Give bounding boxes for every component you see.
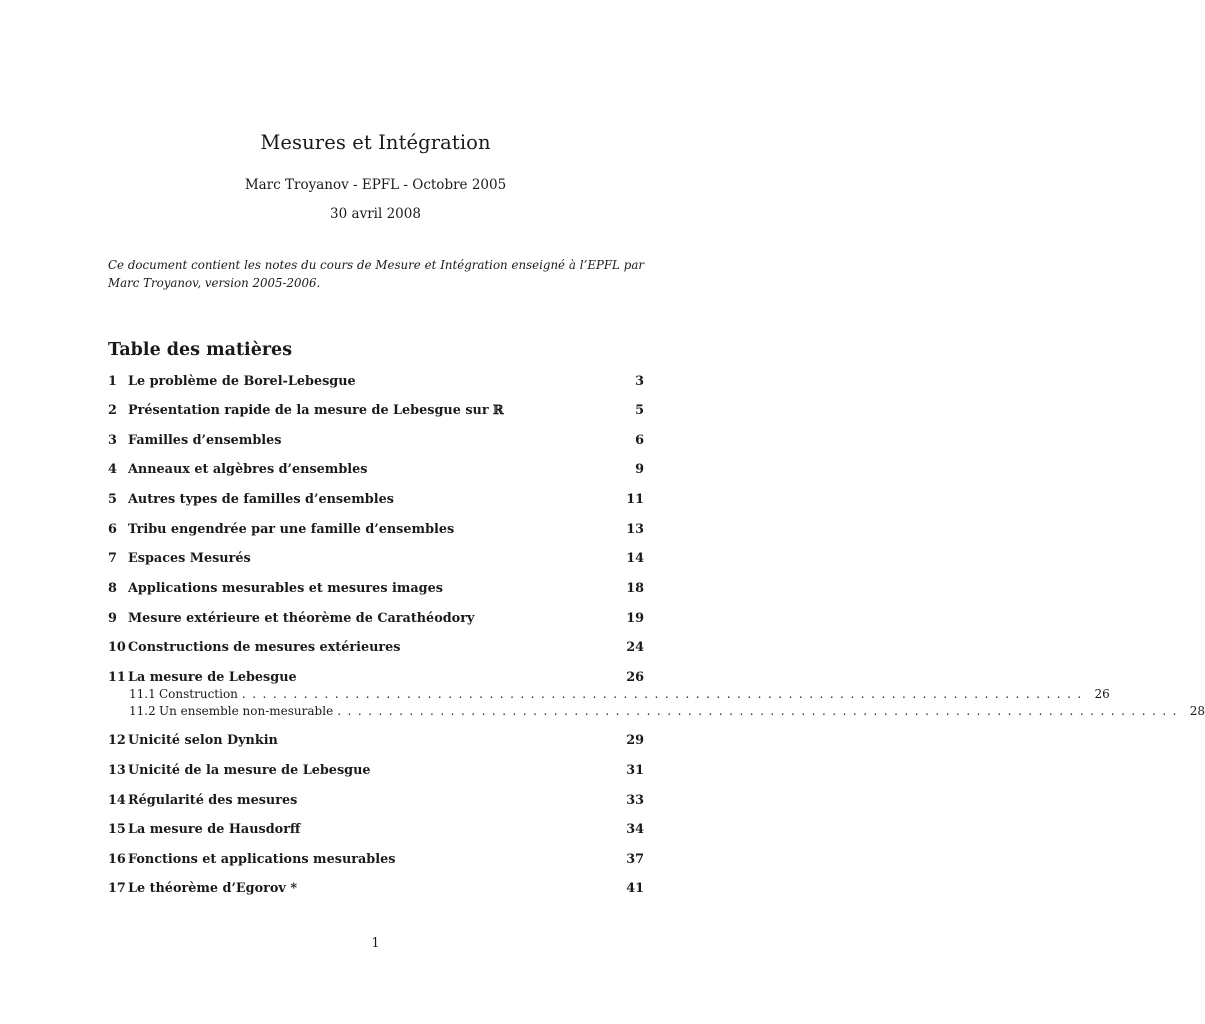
toc-entry-number: 1 [108,374,117,389]
page-number: 1 [371,936,380,951]
toc-subentry-label: Construction [159,687,238,701]
toc-entry-label: Unicité selon Dynkin [128,733,278,748]
author-line: Marc Troyanov - EPFL - Octobre 2005 [244,177,507,193]
toc-entry-number: 6 [108,522,117,537]
toc-entry[interactable] [108,762,644,780]
toc-entry-page: 34 [626,822,644,837]
toc-entry-label: Régularité des mesures [128,793,298,808]
toc-entry-label: Constructions de mesures extérieures [128,640,401,655]
abstract: Ce document contient les notes du cours de Mesure et Intégration enseigné à l’EPFL par Marc Troyanov, version 2005-2006. [108,258,644,290]
toc-subentry[interactable] [129,703,1205,719]
toc-entry-page: 5 [635,403,644,418]
toc-entry-page: 24 [626,640,644,655]
toc-entry-page: 13 [626,522,644,537]
toc-entry[interactable] [108,461,644,479]
toc-entry-number: 15 [108,822,126,837]
toc-entry-label: Mesure extérieure et théorème de Carathéodory [128,611,475,626]
dot-leader: .................................................................................. [241,687,1088,701]
toc-entry-number: 9 [108,611,117,626]
toc-entry-label: Le théorème d’Egorov * [128,881,298,896]
toc-entry[interactable] [108,432,644,450]
toc-entry-page: 11 [626,492,644,507]
toc-entry[interactable] [108,610,644,628]
toc-entry-page: 41 [626,881,644,896]
toc-entry-number: 14 [108,793,126,808]
toc-entry-label: Anneaux et algèbres d’ensembles [128,462,368,477]
toc-entry-label: Espaces Mesurés [128,551,251,566]
toc-entry-page: 6 [635,433,644,448]
toc-entry-label: La mesure de Lebesgue [128,670,297,685]
toc-entry-number: 16 [108,852,126,867]
toc-entry-number: 4 [108,462,117,477]
toc-entry-page: 3 [635,374,644,389]
toc-entry-label: Présentation rapide de la mesure de Lebesgue sur ℝ [128,403,504,418]
toc-entry-number: 5 [108,492,117,507]
toc-entry-page: 37 [626,852,644,867]
dot-leader: .................................................................................. [337,704,1183,718]
toc-entry-number: 3 [108,433,117,448]
toc-subentry-number: 11.1 [129,687,156,701]
toc-entry-label: Fonctions et applications mesurables [128,852,396,867]
toc-entry-page: 19 [626,611,644,626]
toc-entry-page: 14 [626,551,644,566]
toc-entry-page: 29 [626,733,644,748]
toc-entry[interactable] [108,851,644,869]
document-title: Mesures et Intégration [260,131,491,154]
toc-entry[interactable] [108,821,644,839]
toc-entry-number: 13 [108,763,126,778]
document-date: 30 avril 2008 [330,206,421,222]
toc-entry-number: 8 [108,581,117,596]
toc-entry[interactable] [108,580,644,598]
toc-entry-number: 10 [108,640,126,655]
toc-entry-label: Familles d’ensembles [128,433,282,448]
toc-entry[interactable] [108,402,644,420]
toc-entry[interactable] [108,669,644,687]
toc-entry-number: 7 [108,551,117,566]
toc-entry-label: Autres types de familles d’ensembles [128,492,394,507]
toc-entry-number: 11 [108,670,126,685]
toc-entry-number: 12 [108,733,126,748]
toc-entry-label: Tribu engendrée par une famille d’ensembles [128,522,455,537]
toc-entry-page: 33 [626,793,644,808]
toc-entry-page: 26 [626,670,644,685]
toc-entry-page: 18 [626,581,644,596]
toc-entry-number: 17 [108,881,126,896]
toc-entry[interactable] [108,550,644,568]
toc-entry[interactable] [108,792,644,810]
toc-entry-label: Le problème de Borel-Lebesgue [128,374,356,389]
toc-entry-page: 9 [635,462,644,477]
toc-entry[interactable] [108,880,644,898]
toc-subentry-page: 28 [1189,704,1205,718]
toc-entry[interactable] [108,521,644,539]
toc-subentry-label: Un ensemble non-mesurable [159,704,334,718]
toc-entry[interactable] [108,732,644,750]
toc-entry[interactable] [108,373,644,391]
toc-entry[interactable] [108,491,644,509]
toc-heading: Table des matières [108,340,293,360]
toc-entry-number: 2 [108,403,117,418]
toc-subentry-page: 26 [1094,687,1110,701]
toc-subentry-number: 11.2 [129,704,156,718]
toc-entry[interactable] [108,639,644,657]
toc-entry-label: Applications mesurables et mesures images [128,581,443,596]
toc-subentry[interactable] [129,686,1110,702]
toc-entry-label: La mesure de Hausdorff [128,822,301,837]
toc-entry-page: 31 [626,763,644,778]
toc-entry-label: Unicité de la mesure de Lebesgue [128,763,371,778]
